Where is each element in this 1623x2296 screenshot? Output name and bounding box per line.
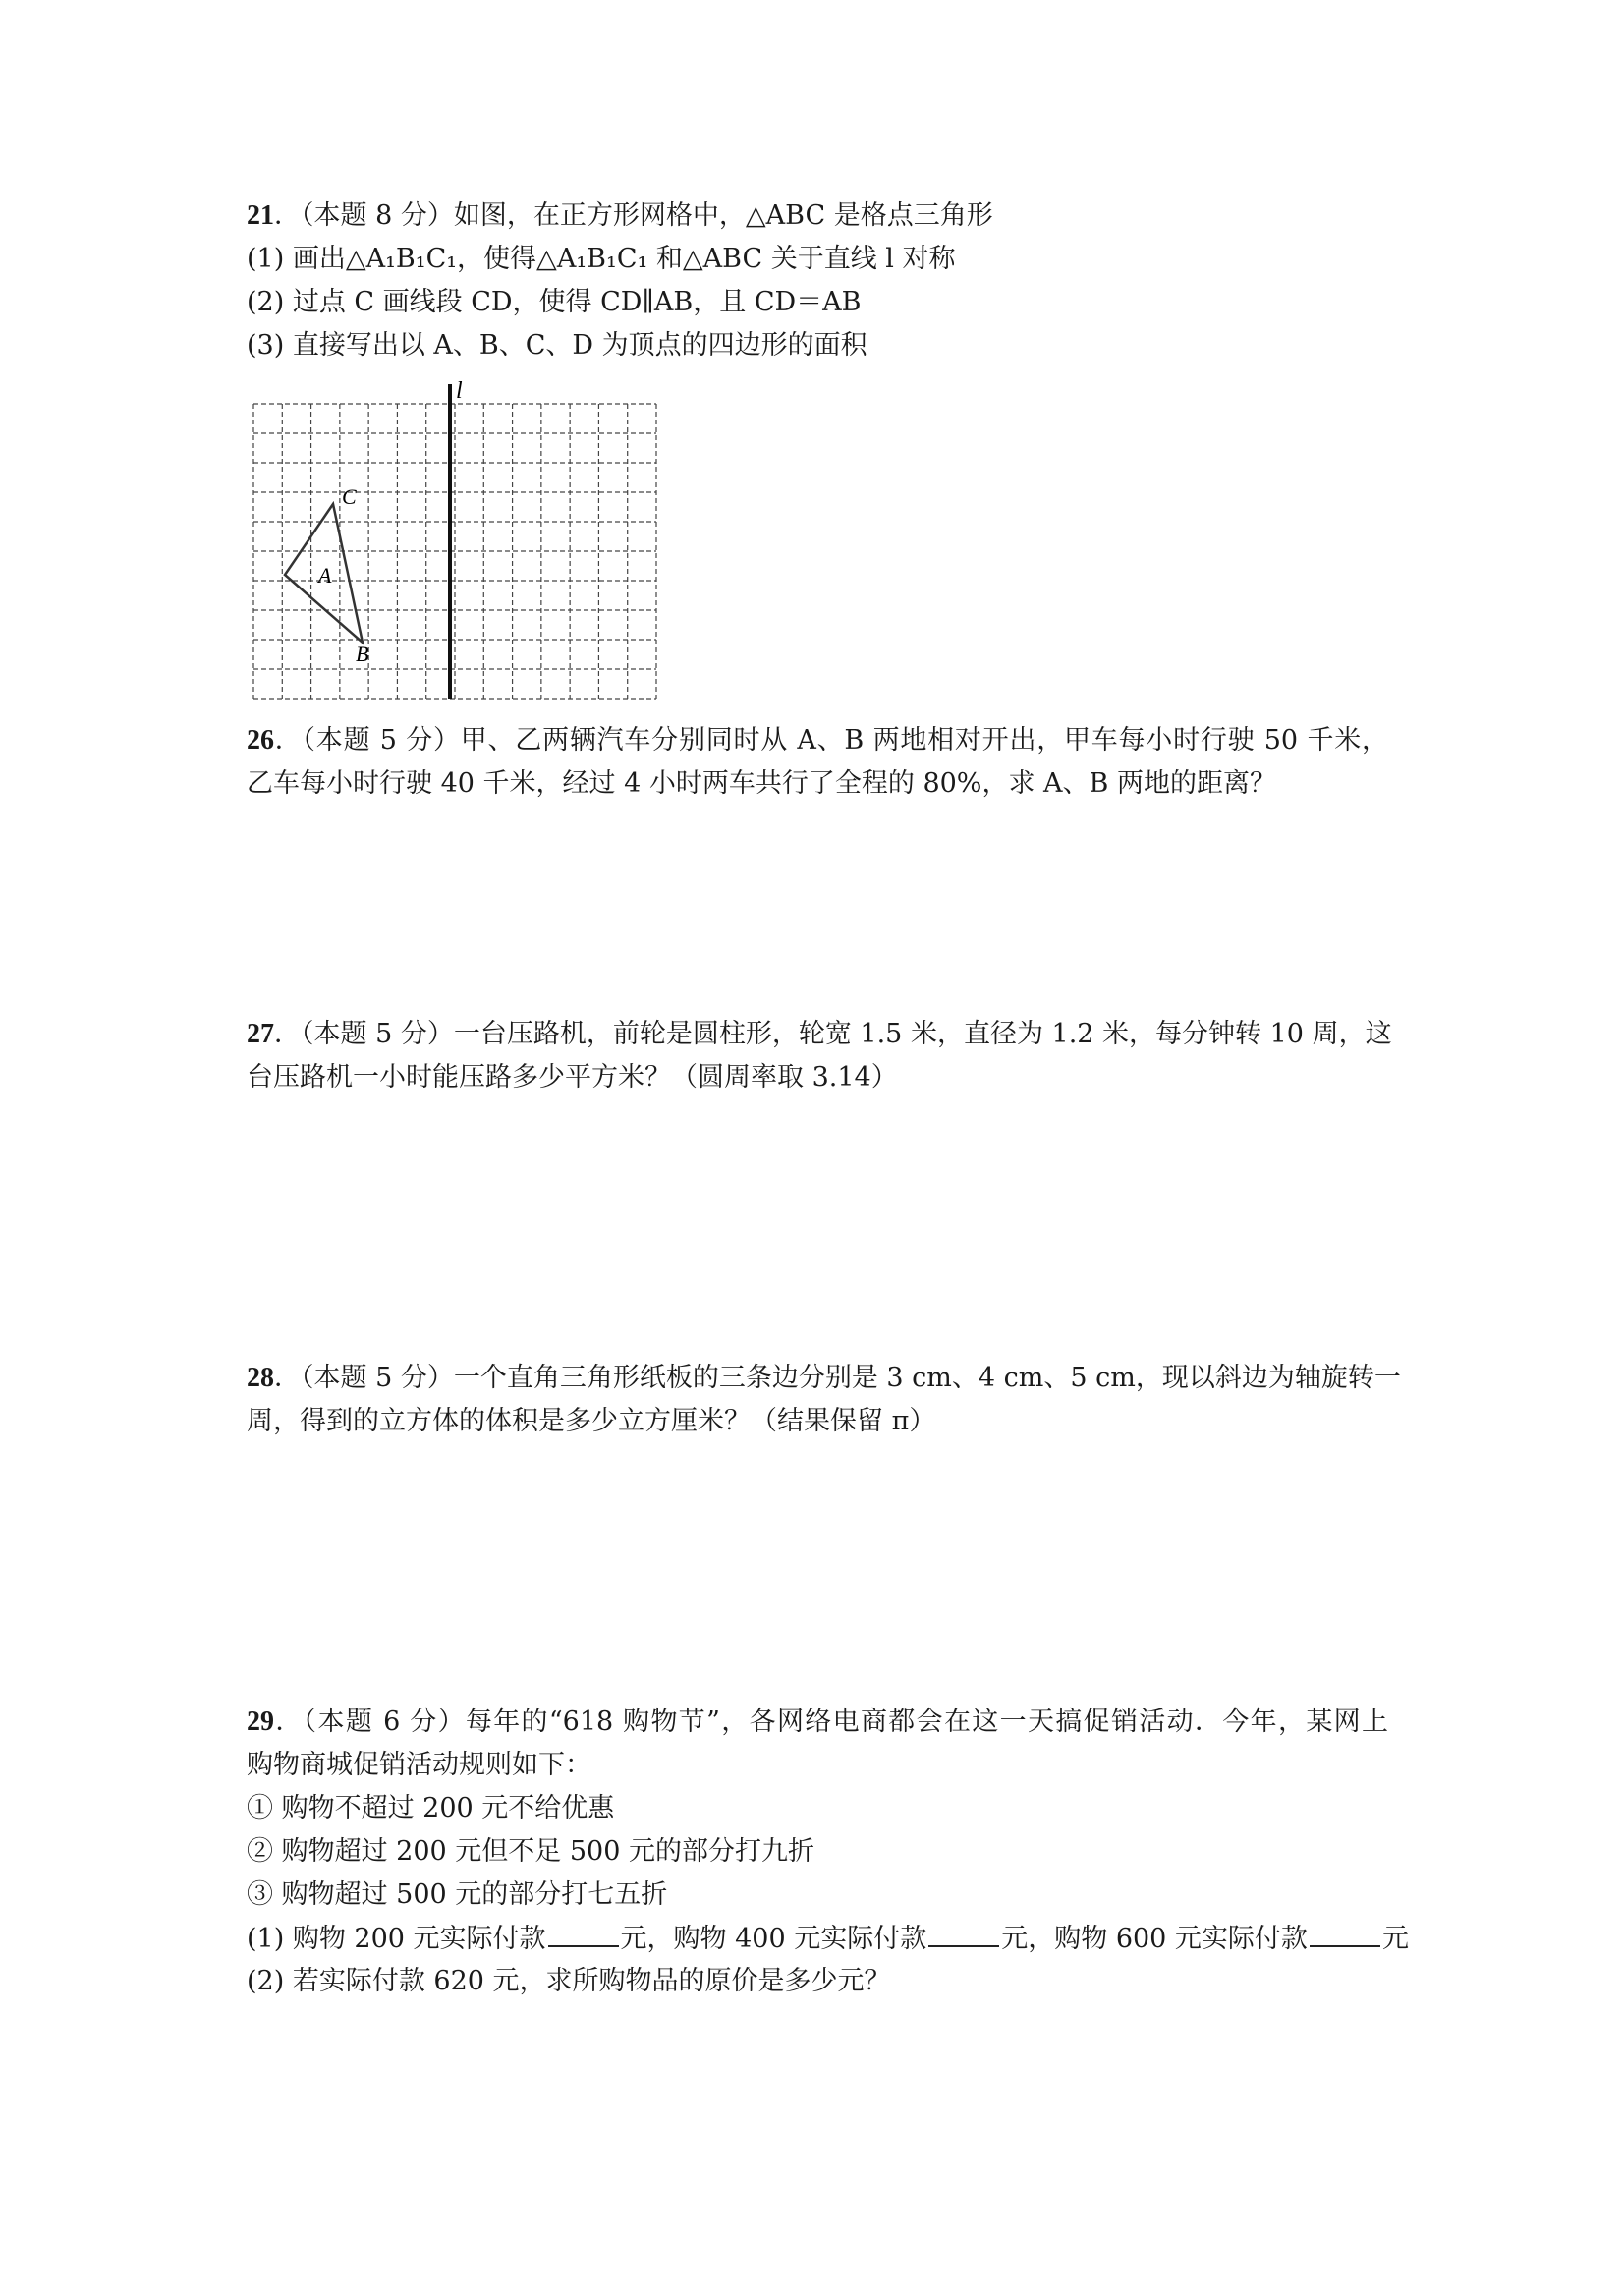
- q26-line2: 乙车每小时行驶 40 千米，经过 4 小时两车共行了全程的 80%，求 A、B 两地的距离？: [247, 768, 1276, 799]
- q29-sub1-part-a: (1) 购物 200 元实际付款: [247, 1924, 546, 1954]
- q21-stem: [247, 197, 993, 235]
- q28-line1: [247, 1360, 1401, 1397]
- q29-sub2: (2) 若实际付款 620 元，求所购物品的原价是多少元？: [247, 1966, 891, 1996]
- q29-sub1: [247, 1920, 1409, 1958]
- grid-figure: [248, 376, 660, 700]
- q28-text1: ．（本题 5 分）一个直角三角形纸板的三条边分别是 3 cm、4 cm、5 cm，现以斜边为轴旋转一: [274, 1363, 1401, 1393]
- q28-number: 28: [247, 1363, 274, 1393]
- q29-sub1-part-c: 元，购物 600 元实际付款: [1001, 1924, 1308, 1954]
- label-a: A: [318, 563, 332, 588]
- q21-sub1: (1) 画出△A₁B₁C₁，使得△A₁B₁C₁ 和△ABC 关于直线 l 对称: [247, 244, 956, 274]
- q29-rule1: ① 购物不超过 200 元不给优惠: [247, 1793, 615, 1823]
- grid-lines: [253, 404, 656, 699]
- label-b: B: [356, 642, 369, 666]
- q27-line1: [247, 1016, 1392, 1053]
- q21-sub3: (3) 直接写出以 A、B、C、D 为顶点的四边形的面积: [247, 330, 867, 361]
- q27-line2: 台压路机一小时能压路多少平方米？（圆周率取 3.14）: [247, 1062, 898, 1092]
- answer-blank-1[interactable]: [548, 1920, 619, 1947]
- q29-number: 29: [247, 1707, 274, 1737]
- label-c: C: [342, 484, 357, 509]
- q21-number: 21: [247, 200, 274, 231]
- q29-line1: [247, 1704, 1388, 1741]
- q26-line1: [247, 722, 1388, 759]
- q27-number: 27: [247, 1019, 274, 1049]
- line-l-label: l: [456, 378, 463, 404]
- answer-blank-3[interactable]: [1310, 1920, 1380, 1947]
- q29-rule3: ③ 购物超过 500 元的部分打七五折: [247, 1879, 668, 1910]
- q26-text1: ．（本题 5 分）甲、乙两辆汽车分别同时从 A、B 两地相对开出，甲车每小时行驶 50 千米，: [274, 725, 1388, 756]
- q27-text1: ．（本题 5 分）一台压路机，前轮是圆柱形，轮宽 1.5 米，直径为 1.2 米，每分钟转 10 周，这: [274, 1019, 1392, 1049]
- q29-text1: ．（本题 6 分）每年的“618 购物节”，各网络电商都会在这一天搞促销活动．今年，某网上: [274, 1707, 1388, 1737]
- q28-line2: 周，得到的立方体的体积是多少立方厘米？（结果保留 π）: [247, 1406, 936, 1436]
- q29-rule2: ② 购物超过 200 元但不足 500 元的部分打九折: [247, 1836, 814, 1867]
- q29-line2: 购物商城促销活动规则如下：: [247, 1750, 591, 1780]
- q21-stem-text: ．（本题 8 分）如图，在正方形网格中，△ABC 是格点三角形: [274, 200, 993, 231]
- q26-number: 26: [247, 725, 274, 756]
- q29-sub1-part-b: 元，购物 400 元实际付款: [620, 1924, 927, 1954]
- q29-sub1-part-d: 元: [1381, 1924, 1409, 1954]
- q21-sub2: (2) 过点 C 画线段 CD，使得 CD∥AB，且 CD＝AB: [247, 287, 862, 317]
- answer-blank-2[interactable]: [928, 1920, 999, 1947]
